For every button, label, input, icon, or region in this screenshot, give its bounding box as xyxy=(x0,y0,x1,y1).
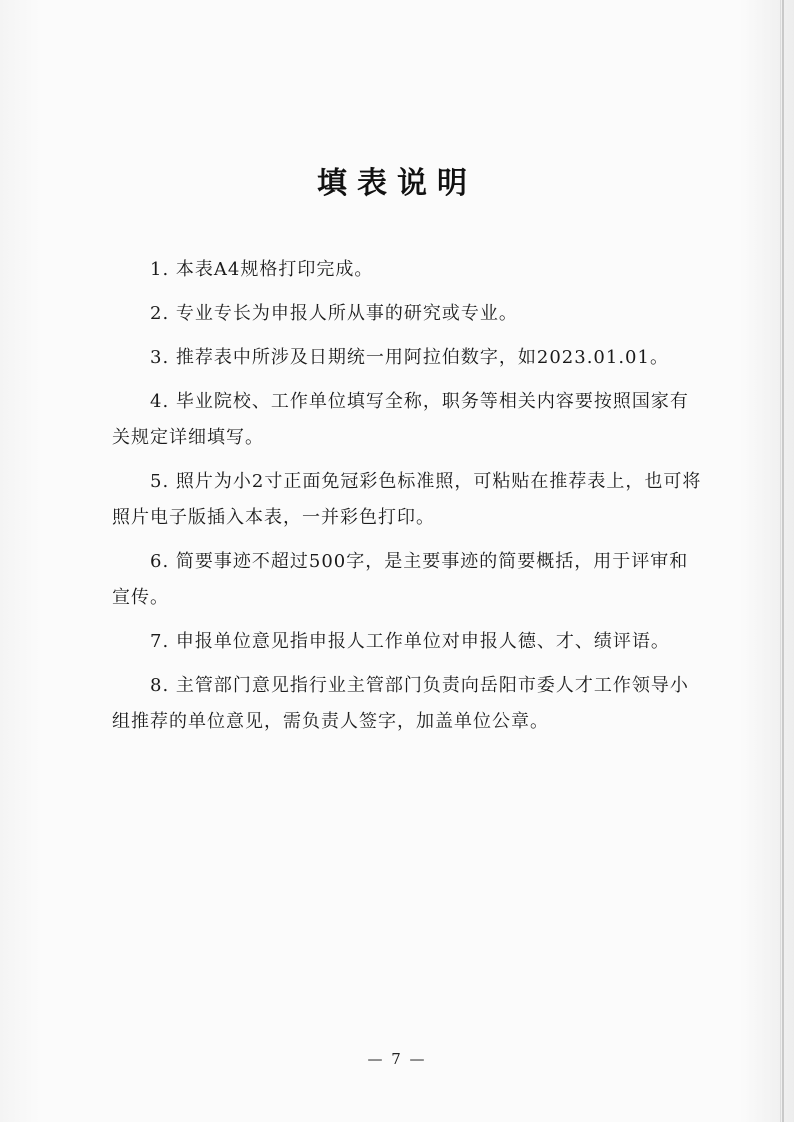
page-number: — 7 — xyxy=(367,1050,427,1068)
instruction-item-5: 5. 照片为小2寸正面免冠彩色标准照，可粘贴在推荐表上，也可将照片电子版插入本表，一并彩色打印。 xyxy=(112,471,702,528)
instruction-item-8: 8. 主管部门意见指行业主管部门负责向岳阳市委人才工作领导小组推荐的单位意见，需负责人签字，加盖单位公章。 xyxy=(112,675,689,732)
page-title: 填表说明 xyxy=(317,166,477,201)
instruction-item-1: 1. 本表A4规格打印完成。 xyxy=(150,259,374,280)
instructions-list xyxy=(112,252,704,748)
instruction-item-2: 2. 专业专长为申报人所从事的研究或专业。 xyxy=(150,303,518,324)
instruction-item-4: 4. 毕业院校、工作单位填写全称，职务等相关内容要按照国家有关规定详细填写。 xyxy=(112,391,689,448)
instruction-item-3: 3. 推荐表中所涉及日期统一用阿拉伯数字，如2023.01.01。 xyxy=(150,347,669,368)
instruction-item-7: 7. 申报单位意见指申报人工作单位对申报人德、才、绩评语。 xyxy=(150,631,670,652)
instruction-item-6: 6. 简要事迹不超过500字，是主要事迹的简要概括，用于评审和宣传。 xyxy=(112,551,689,608)
